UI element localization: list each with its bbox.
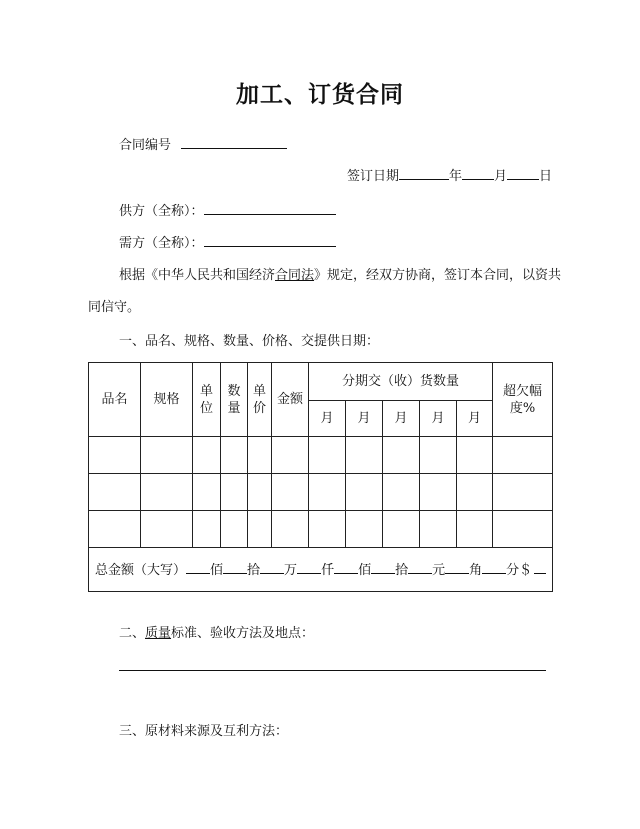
table-cell[interactable] [420,474,457,511]
supplier-row [119,202,336,220]
table-cell[interactable] [141,437,193,474]
table-cell[interactable] [141,474,193,511]
table-cell[interactable] [248,511,272,548]
table-cell[interactable] [383,437,420,474]
table-cell[interactable] [193,437,221,474]
table-cell[interactable] [272,437,309,474]
total-blank[interactable] [482,561,506,574]
header-month: 月 [420,401,457,437]
total-blank[interactable] [408,561,432,574]
supplier-blank[interactable] [204,202,336,215]
header-unit: 单 位 [193,363,221,437]
section-2-answer-line[interactable] [119,670,546,671]
total-unit: 角 [469,562,483,578]
total-blank[interactable] [260,561,284,574]
table-cell[interactable] [248,474,272,511]
table-cell[interactable] [248,437,272,474]
table-cell[interactable] [457,437,493,474]
header-spec: 规格 [141,363,193,437]
contract-number-blank[interactable] [181,136,287,149]
total-unit: 元 [432,562,446,578]
section-2-heading [119,626,314,642]
contract-law-link[interactable]: 合同法 [275,268,315,283]
table-cell[interactable] [309,474,346,511]
buyer-label: 需方（全称）： [119,236,204,251]
document-title: 加工、订货合同 [236,82,404,108]
header-month: 月 [383,401,420,437]
header-over-short: 超欠幅 度% [493,363,553,437]
order-table [88,362,553,592]
section-3-heading: 三、原材料来源及互利方法： [119,724,289,739]
total-unit: 拾 [395,562,409,578]
header-amount: 金额 [272,363,309,437]
buyer-row [119,234,336,252]
buyer-blank[interactable] [204,234,336,247]
intro-line-1 [119,268,561,284]
table-cell[interactable] [89,437,141,474]
total-blank[interactable] [297,561,321,574]
sign-day-label: 日 [539,169,553,184]
header-quantity: 数 量 [221,363,248,437]
table-cell[interactable] [221,511,248,548]
header-name: 品名 [89,363,141,437]
total-unit: 仟 [321,562,335,578]
intro-text-pre: 根据《中华人民共和国经济 [119,268,276,283]
total-unit: 分＄ [506,562,533,578]
total-unit: 万 [284,562,298,578]
supplier-label: 供方（全称）： [119,204,204,219]
total-blank[interactable] [445,561,469,574]
section-2-prefix: 二、 [119,626,146,641]
header-month: 月 [457,401,493,437]
table-cell[interactable] [457,511,493,548]
total-unit: 佰 [358,562,372,578]
table-cell[interactable] [309,511,346,548]
total-unit: 佰 [210,562,224,578]
table-total-row [89,548,553,592]
total-amount-label: 总金额（大写） [95,562,187,578]
table-cell[interactable] [493,437,553,474]
table-cell[interactable] [383,511,420,548]
table-cell[interactable] [420,437,457,474]
table-cell[interactable] [457,474,493,511]
header-month: 月 [346,401,383,437]
table-cell[interactable] [309,437,346,474]
table-cell[interactable] [346,437,383,474]
sign-date-label: 签订日期 [347,169,400,184]
table-row [89,437,553,474]
section-1-heading: 一、品名、规格、数量、价格、交提供日期： [119,334,380,349]
table-row [89,474,553,511]
table-cell[interactable] [89,474,141,511]
table-cell[interactable] [221,437,248,474]
table-cell[interactable] [193,511,221,548]
section-2-text: 标准、验收方法及地点： [171,626,315,641]
total-blank[interactable] [534,561,546,574]
sign-month-blank[interactable] [462,167,494,180]
total-blank[interactable] [223,561,247,574]
table-cell[interactable] [346,511,383,548]
header-month: 月 [309,401,346,437]
table-cell[interactable] [493,511,553,548]
contract-number-label: 合同编号 [119,138,172,153]
quality-link[interactable]: 质量 [145,626,172,641]
sign-year-label: 年 [449,169,463,184]
sign-date-row [347,167,552,185]
sign-year-blank[interactable] [399,167,449,180]
table-cell[interactable] [493,474,553,511]
table-header-row [89,363,553,401]
table-cell[interactable] [272,511,309,548]
table-cell[interactable] [420,511,457,548]
total-unit: 拾 [247,562,261,578]
table-cell[interactable] [141,511,193,548]
intro-text-post: 》规定，经双方协商，签订本合同，以资共 [314,268,562,283]
table-cell[interactable] [346,474,383,511]
total-blank[interactable] [371,561,395,574]
table-cell[interactable] [89,511,141,548]
sign-month-label: 月 [494,169,508,184]
table-row [89,511,553,548]
table-cell[interactable] [193,474,221,511]
contract-number-row [119,136,287,154]
total-amount-cell [89,548,553,592]
table-cell[interactable] [383,474,420,511]
header-delivery: 分期交（收）货数量 [309,363,493,401]
table-cell[interactable] [272,474,309,511]
table-cell[interactable] [221,474,248,511]
header-unit-price: 单 价 [248,363,272,437]
sign-day-blank[interactable] [507,167,539,180]
intro-line-2: 同信守。 [88,300,141,315]
total-blank[interactable] [186,561,210,574]
total-blank[interactable] [334,561,358,574]
